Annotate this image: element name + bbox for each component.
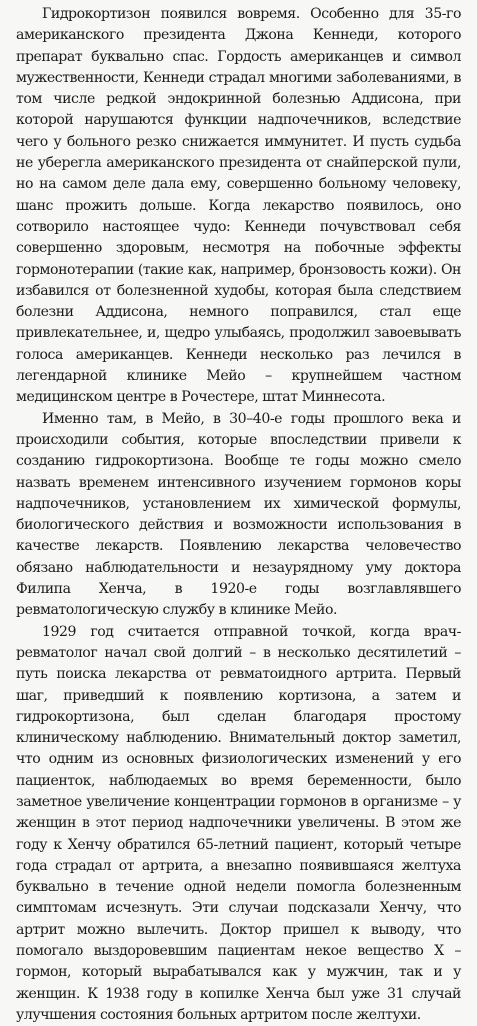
paragraph-mayo-clinic: Именно там, в Мейо, в 30–40-е годы прошлого века и происходили события, которые впоследствии привели к созданию гидрокортизона. Вообще те годы можно смело назвать временем интенсивного изучением гормонов коры надпочечников, установлением их химической формулы, биологического действия и возможности использования в качестве лекарств. Появлению лекарства человечество обязано наблюдательности и незаурядному уму доктора Филипа Хенча, в 1920-е годы возглавлявшего ревматологическую службу в клинике Мейо. xyxy=(16,410,461,619)
paragraph-kennedy-hydrocortisone: Гидрокортизон появился вовремя. Особенно для 35-го американского президента Джона Кеннеди, которого препарат буквально спас. Гордость американцев и символ мужественности, Кеннеди страдал многими заболеваниями, в том числе редкой эндокринной болезнью Аддисона, при которой нарушаются функции надпочечников, вследствие чего у больного резко снижается иммунитет. И пусть судьба не уберегла американского президента от снайперской пули, но на самом деле дала ему, совершенно больному человеку, шанс прожить дольше. Когда лекарство появилось, оно сотворило настоящее чудо: Кеннеди почувствовал себя совершенно здоровым, несмотря на побочные эффекты гормонотерапии (такие как, например, бронзовость кожи). Он избавился от болезненной худобы, которая была следствием болезни Аддисона, немного поправился, стал еще привлекательнее, и, щедро улыбаясь, продолжил завоевывать голоса американцев. Кеннеди несколько раз лечился в легендарной клинике Мейо – крупнейшем частном медицинском центре в Рочестере, штат Миннесота. xyxy=(16,6,461,406)
paragraph-hench-1929: 1929 год считается отправной точкой, когда врач-ревматолог начал свой долгий – в несколько десятилетий – путь поиска лекарства от ревматоидного артрита. Первый шаг, приведший к появлению кортизона, а затем и гидрокортизона, был сделан благодаря простому клиническому наблюдению. Внимательный доктор заметил, что одним из основных физиологических изменений у его пациенток, наблюдаемых во время беременности, было заметное увеличение концентрации гормонов в организме – у женщин в этот период надпочечники увеличены. В этом же году к Хенчу обратился 65-летний пациент, который четыре года страдал от артрита, а внезапно появившаяся желтуха буквально в течение одной недели помогла болезненным симптомам исчезнуть. Эти случаи подсказали Хенчу, что артрит можно вылечить. Доктор пришел к выводу, что помогало выздоровевшим пациентам некое вещество X – гормон, который вырабатывался как у мужчин, так и у женщин. К 1938 году в копилке Хенча был уже 31 случай улучшения состояния больных артритом после желтухи. xyxy=(16,623,461,1023)
